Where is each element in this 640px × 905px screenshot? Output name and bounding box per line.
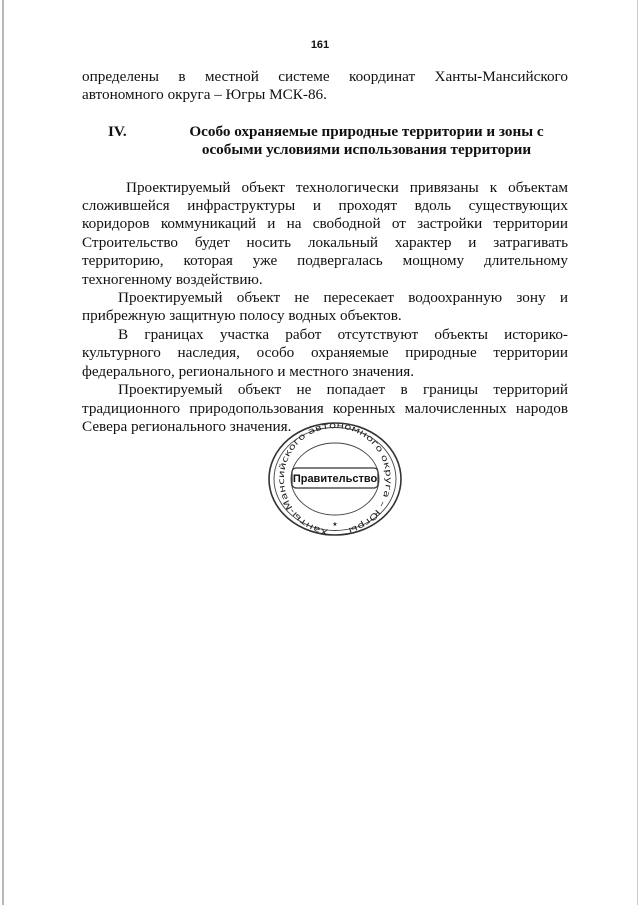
section-title: Особо охраняемые природные территории и зоны с особыми условиями использования территории: [189, 122, 544, 159]
stamp-star-icon: ★: [332, 521, 338, 528]
scan-edge-left: [2, 0, 4, 905]
paragraph-4: Проектируемый объект не попадает в границы территорий традиционного природопользования коренных малочисленных народов Севера регионального значения.: [82, 381, 568, 435]
scan-edge-right: [637, 0, 638, 905]
section-number: IV.: [108, 122, 127, 140]
stamp-center-text: Правительство: [292, 473, 378, 485]
paragraph-3: В границах участка работ отсутствуют объекты историко-культурного наследия, особо охраняемые природные территории федерального, регионального и местного значения.: [82, 325, 568, 380]
section-heading: [82, 123, 568, 160]
intro-line-2: автономного округа – Югры МСК-86.: [82, 86, 327, 104]
government-seal-stamp: [262, 416, 408, 540]
stamp-ring-text: Ханты-Мансийского автономного округа – Югры: [275, 419, 395, 538]
page-number: 161: [310, 39, 330, 51]
document-body: [82, 68, 568, 436]
paragraph-1: Проектируемый объект технологически привязаны к объектам сложившейся инфраструктуры и проходят вдоль существующих коридоров коммуникаций и на свободной от застройки территории Строительство будет носить локальный характер и затрагивать территорию, которая уже подвергалась мощному длительному техногенному воздействию.: [82, 178, 568, 288]
paragraph-2: Проектируемый объект не пересекает водоохранную зону и прибрежную защитную полосу водных объектов.: [82, 289, 568, 325]
intro-line-1: определены в местной системе координат Ханты-Мансийского: [82, 68, 568, 85]
